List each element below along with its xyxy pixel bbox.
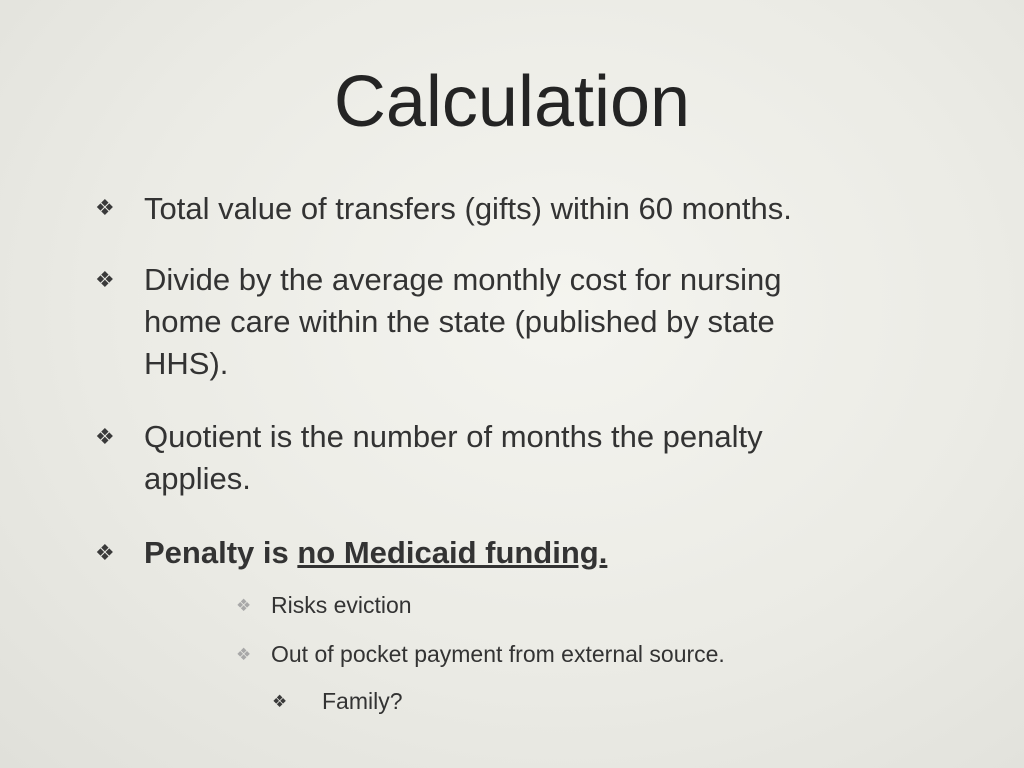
diamond-bullet-icon: ❖ [95,195,115,220]
bullet-prefix: Penalty is [144,535,289,570]
bullet-text: Divide by the average monthly cost for nursing home care within the state (published by state HHS). [144,262,782,381]
sub-bullet-text: Risks eviction [271,592,412,618]
bullet-emphasis: no Medicaid funding. [297,535,608,570]
diamond-bullet-icon: ❖ [95,424,115,449]
bullet-text: Total value of transfers (gifts) within 60 months. [144,191,792,226]
diamond-bullet-icon: ❖ [272,692,288,711]
diamond-bullet-icon: ❖ [95,540,115,565]
diamond-bullet-icon: ❖ [236,645,252,664]
sub-sub-bullet-text: Family? [322,688,403,714]
bullet-text: Quotient is the number of months the penalty applies. [144,419,763,496]
bullet-text [144,532,864,574]
sub-bullet-text: Out of pocket payment from external source. [271,641,725,667]
diamond-bullet-icon: ❖ [236,596,252,615]
slide-title: Calculation [333,62,691,142]
diamond-bullet-icon: ❖ [95,267,115,292]
